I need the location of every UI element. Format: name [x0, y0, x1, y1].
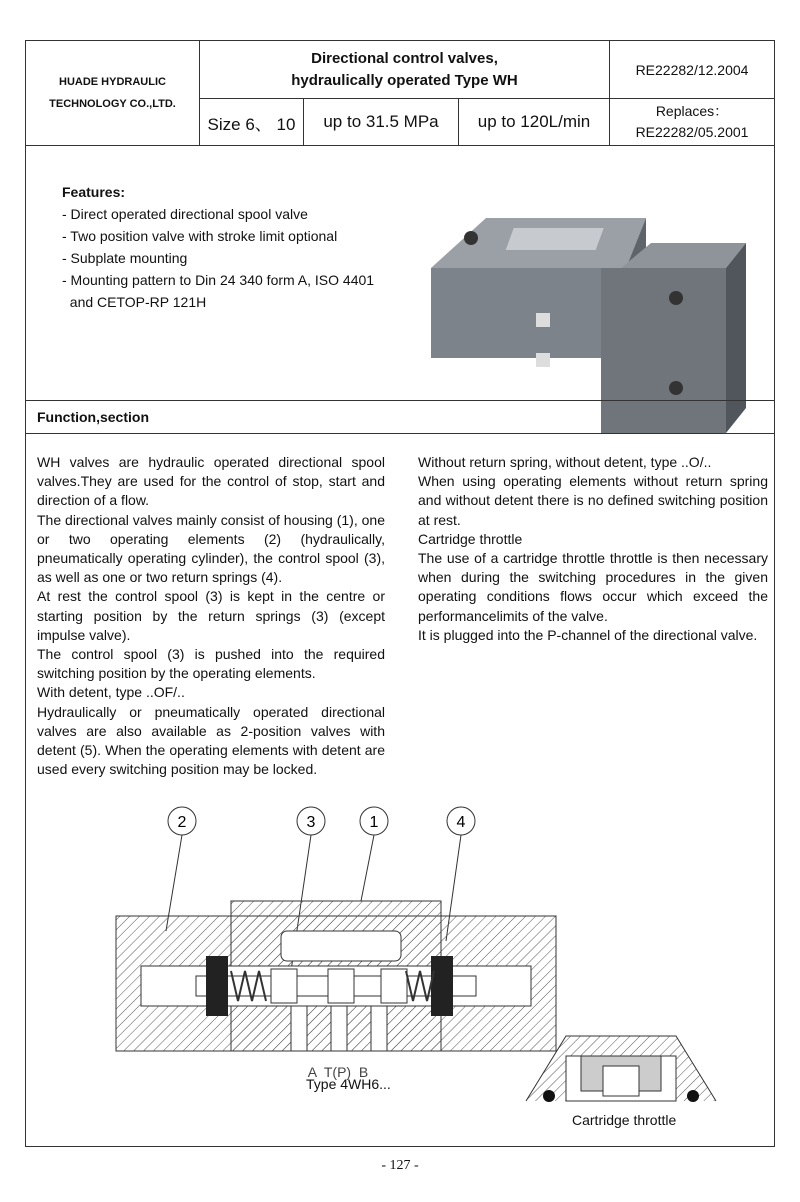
section-divider — [26, 400, 774, 401]
paragraph: The control spool (3) is pushed into the required switching position by the operating elements. — [37, 646, 385, 682]
paragraph: It is plugged into the P-channel of the directional valve. — [418, 626, 758, 643]
spec-size: Size 6、 10 — [200, 99, 304, 145]
cartridge-throttle-drawing — [521, 1026, 721, 1106]
doc-number: RE22282/12.2004 — [610, 41, 774, 99]
feature-item: - Mounting pattern to Din 24 340 form A, ISO 4401 — [62, 272, 375, 288]
company-line1: HUADE HYDRAULIC — [59, 76, 166, 88]
paragraph: At rest the control spool (3) is kept in the centre or starting position by the return springs (3) (except impulse valve). — [37, 588, 385, 643]
paragraph: The use of a cartridge throttle throttle is then necessary when during the switching procedures in the given operating conditions flows occur which exceed the performancelimits of the valve. — [418, 550, 768, 624]
feature-item: and CETOP-RP 121H — [62, 294, 207, 310]
svg-text:2: 2 — [177, 814, 187, 831]
company-line2: TECHNOLOGY CO.,LTD. — [49, 98, 176, 110]
section-divider — [26, 433, 774, 434]
replaces-cell — [610, 99, 774, 145]
spec-flow: up to 120L/min — [459, 99, 610, 145]
title-line1: Directional control valves, — [311, 49, 498, 67]
page-frame — [25, 40, 775, 1147]
paragraph: With detent, type ..OF/.. — [37, 684, 185, 701]
paragraph: Hydraulically or pneumatically operated directional valves are also available as 2-position valves with detent (5). When the operating elements with detent are used every switching position may be locked. — [37, 703, 385, 778]
paragraph: Without return spring, without detent, type ..O/.. — [418, 454, 712, 470]
svg-text:1: 1 — [369, 814, 379, 831]
features-list — [62, 181, 374, 313]
throttle-caption: Cartridge throttle — [572, 1112, 677, 1128]
section-title: Function,section — [37, 409, 149, 425]
feature-item: - Direct operated directional spool valve — [62, 206, 308, 222]
port-labels: A T(P) B — [307, 1064, 369, 1080]
features-title: Features: — [62, 184, 126, 200]
spec-pressure: up to 31.5 MPa — [304, 99, 459, 145]
feature-item: - Two position valve with stroke limit optional — [62, 228, 338, 244]
callout-1 — [360, 807, 388, 901]
body-left-column — [37, 453, 385, 779]
svg-text:3: 3 — [306, 814, 316, 831]
title-line2: hydraulically operated Type WH — [291, 71, 518, 89]
company-name — [26, 41, 200, 145]
replaces-number: RE22282/05.2001 — [635, 124, 749, 140]
page-number: - 127 - — [381, 1158, 419, 1173]
paragraph: WH valves are hydraulic operated directional spool valves.They are used for the control of stop, start and direction of a flow. — [37, 454, 385, 509]
replaces-label: Replaces： — [655, 103, 729, 119]
header-table — [26, 41, 774, 146]
feature-item: - Subplate mounting — [62, 250, 188, 266]
diagram-caption: Type 4WH6... — [306, 1076, 391, 1092]
body-right-column — [418, 453, 768, 645]
paragraph: The directional valves mainly consist of housing (1), one or two operating elements (2) (hydraulically, pneumatically operating cylinder), the control spool (3), as well as one or two return springs (4). — [37, 511, 385, 586]
paragraph: When using operating elements without return spring and without detent there is no defined switching position at rest. — [418, 473, 768, 528]
document-title — [200, 41, 610, 99]
paragraph: Cartridge throttle — [418, 530, 523, 547]
callout-2 — [166, 807, 196, 931]
svg-text:4: 4 — [456, 814, 466, 831]
